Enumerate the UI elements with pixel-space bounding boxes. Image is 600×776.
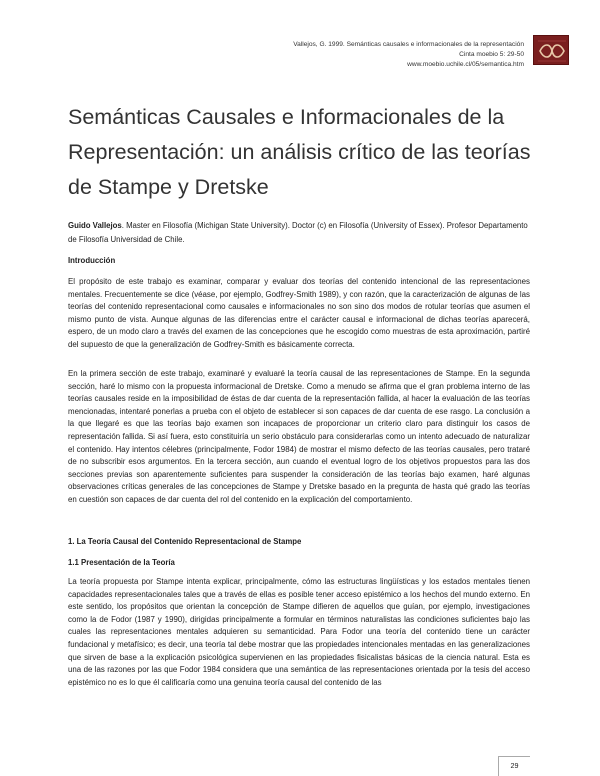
author-block	[68, 219, 538, 247]
section-1-1-heading: 1.1 Presentación de la Teoría	[68, 558, 175, 567]
page-number: 29	[498, 756, 530, 776]
author-name: Guido Vallejos	[68, 221, 122, 230]
citation-line: Vallejos, G. 1999. Semánticas causales e informacionales de la representación	[293, 41, 524, 48]
running-header	[293, 40, 524, 70]
paper-title: Semánticas Causales e Informacionales de la Representación: un análisis crítico de las teorías de Stampe y Dretske	[68, 105, 531, 199]
section-1-1-paragraph: La teoría propuesta por Stampe intenta explicar, principalmente, cómo las estructuras lingüísticas y los estados mentales tienen capacidades representacionales tales que a través de ellas es posible tener acceso epistémico a los hechos del mundo externo. En este sentido, los propósitos que orientan la concepción de Stampe difieren de aquellos que guían, por ejemplo, investigaciones como la de Fodor (1987 y 1990), dirigidas principalmente a formular en términos naturalistas las condiciones suficientes bajo las cuales las representaciones mentales adquieren su semanticidad. Para Fodor una teoría del contenido tiene un carácter fundacional y metafísico; es decir, una teoría tal debe mostrar que las propiedades intencionales mentadas en las generalizaciones que sirven de base a la explicación psicológica supervienen en las propiedades fisicalistas básicas de la ciencia natural. Esta es una de las razones por las que Fodor 1984 considera que una semántica de las representaciones orientada por la tesis del acceso epistémico no es lo que él calificaría como una genuina teoría causal del contenido de las	[68, 577, 530, 687]
intro-paragraph-2: En la primera sección de este trabajo, examinaré y evaluaré la teoría causal de las representaciones de Stampe. En la segunda sección, haré lo mismo con la propuesta informacional de Dretske. Como a menudo se afirma que el gran problema interno de las teorías causales reside en la imposibilidad de éstas de dar cuenta de la representación fallida, al hacer la evaluación de las teorías mencionadas, intentaré ponerlas a prueba con el objeto de establecer si son capaces de dar cuenta de ese rasgo. La conclusión a la que llegaré es que las teorías bajo examen son incapaces de proporcionar un criterio claro para distinguir los casos de representación fallida. Si así fuera, esto constituiría un serio obstáculo para considerarlas como un intento adecuado de naturalizar el contenido. Hay intentos célebres (principalmente, Fodor 1984) de mostrar el mismo defecto de las teorías causales, pero trataré de no subscribir esos argumentos. En la tercera sección, aun cuando el eventual logro de los objetivos propuestos para las dos secciones previas son aparentemente suficientes para suspender la consideración de las teorías bajo examen, haré algunas observaciones críticas generales de las concepciones de Stampe y Dretske basado en la pregunta de hasta qué grado las teorías en cuestión son capaces de dar cuenta del rol del contenido en la explicación del comportamiento.	[68, 369, 530, 504]
journal-line: Cinta moebio 5: 29-50	[459, 51, 524, 58]
journal-logo	[533, 35, 569, 65]
url-line: www.moebio.uchile.cl/05/semantica.htm	[407, 61, 524, 68]
author-bio: . Master en Filosofía (Michigan State University). Doctor (c) en Filosofía (University of Essex). Profesor Departamento de Filosofía Universidad de Chile.	[68, 221, 528, 244]
intro-heading: Introducción	[68, 256, 116, 265]
intro-paragraph-1: El propósito de este trabajo es examinar, comparar y evaluar dos teorías del contenido intencional de las representaciones mentales. Frecuentemente se dice (véase, por ejemplo, Godfrey-Smith 1989), y con razón, que la caracterización de algunas de las teorías del contenido representacional como causales e informacionales no son sino dos modos de rotular teorías que asumen el mismo punto de vista. Aunque algunas de las diferencias entre el carácter causal e informacional de dichas teorías aparecerá, espero, de un modo claro a través del examen de las concepciones que he escogido como muestras de esta aproximación, partiré del supuesto de que la generalización de Godfrey-Smith es básicamente correcta.	[68, 277, 530, 349]
section-1-heading: 1. La Teoría Causal del Contenido Representacional de Stampe	[68, 537, 302, 546]
